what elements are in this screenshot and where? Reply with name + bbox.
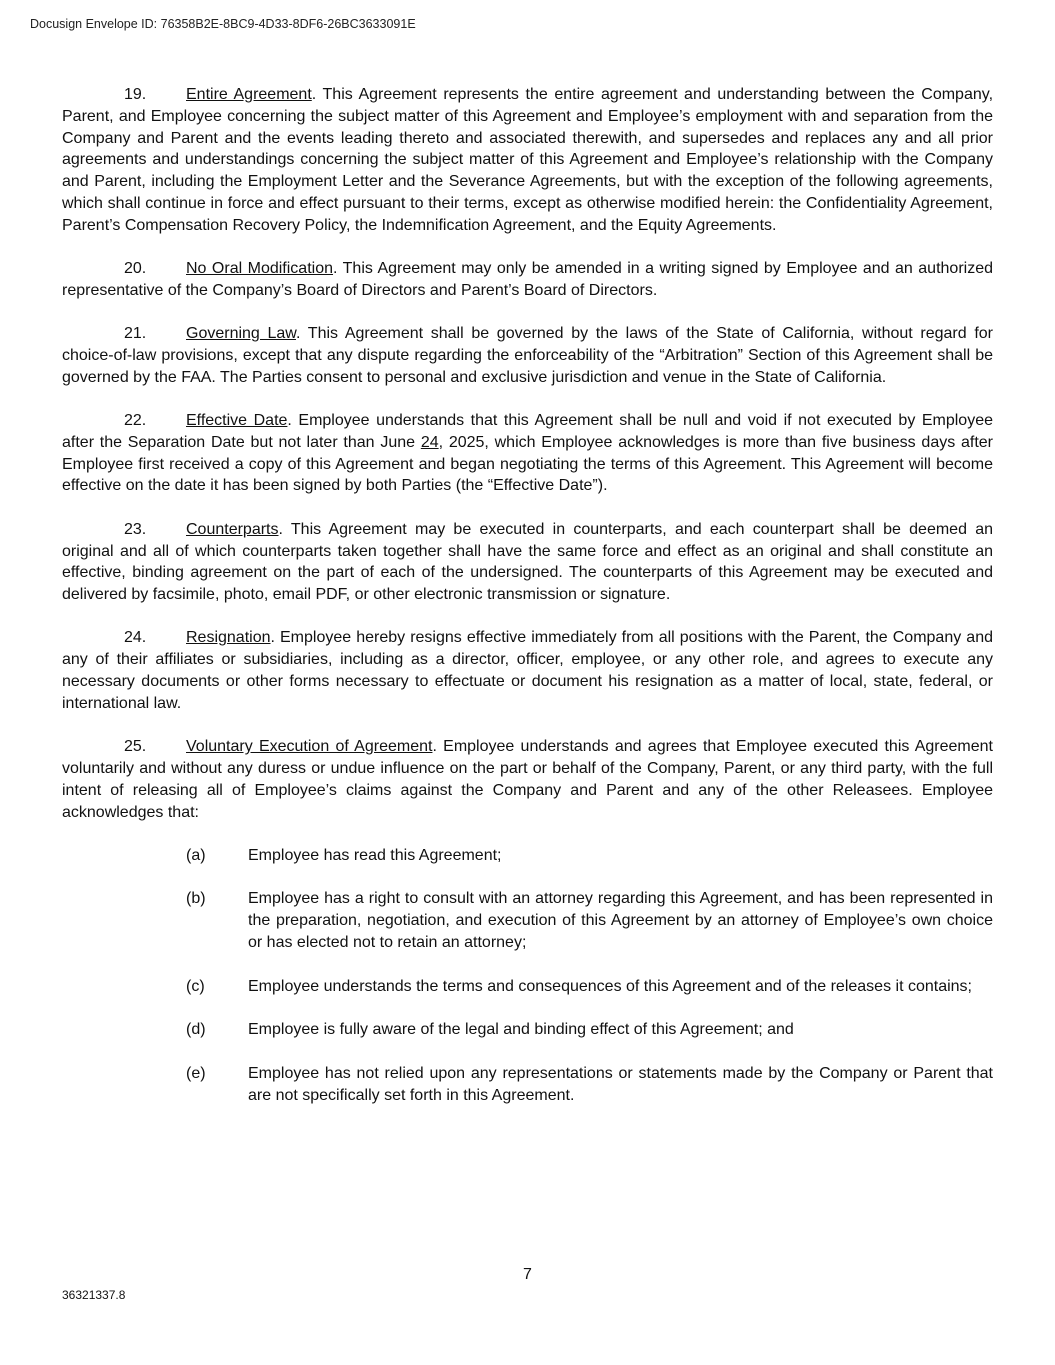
item-label: (e) <box>186 1064 206 1082</box>
document-body <box>62 84 993 1128</box>
envelope-id-header: Docusign Envelope ID: 76358B2E-8BC9-4D33-8DF6-26BC3633091E <box>30 17 416 31</box>
page-number: 7 <box>523 1266 532 1283</box>
list-item <box>62 1063 993 1107</box>
section-number: 25. <box>124 738 147 756</box>
section-text: . Employee hereby resigns effective immediately from all positions with the Parent, the Company and any of their affiliates or subsidiaries, including as a director, officer, employee, or any other role, and agrees to execute any necessary documents or other forms necessary to effectuate or document his resignation as a matter of local, state, federal, or international law. <box>62 629 993 712</box>
item-label: (a) <box>186 846 206 864</box>
item-text: Employee has not relied upon any representations or statements made by the Company or Parent that are not specifically set forth in this Agreement. <box>248 1064 993 1104</box>
item-label: (b) <box>186 890 206 908</box>
item-text: Employee is fully aware of the legal and binding effect of this Agreement; and <box>248 1021 794 1039</box>
section-title: Effective Date <box>186 412 288 430</box>
section-19 <box>62 84 993 237</box>
section-text: . This Agreement may be executed in counterparts, and each counterpart shall be deemed an original and all of which counterparts taken together shall have the same force and effect as an original and shall constitute an effective, binding agreement on the part of each of the undersigned. The counterparts of this Agreement may be executed and delivered by facsimile, photo, email PDF, or other electronic transmission or signature. <box>62 520 993 604</box>
section-text: . This Agreement may only be amended in a writing signed by Employee and an authorized representative of the Company’s Board of Directors and Parent’s Board of Directors. <box>62 260 994 299</box>
section-text: . This Agreement represents the entire agreement and understanding between the Company, Parent, and Employee concerning the subject matter of this Agreement and Employee’s employment with and separation from the Company and Parent and the events leading thereto and associated therewith, and supersedes and replaces any and all prior agreements and understandings concerning the subject matter of this Agreement and Employee’s relationship with the Company and Parent, including the Employment Letter and the Severance Agreements, but with the exception of the following agreements, which shall continue in force and effect pursuant to their terms, except as otherwise modified herein: the Confidentiality Agreement, Parent’s Compensation Recovery Policy, the Indemnification Agreement, and the Equity Agreements. <box>62 86 994 234</box>
section-title: No Oral Modification <box>186 260 334 278</box>
section-text: . Employee understands and agrees that Employee executed this Agreement voluntarily and without any duress or undue influence on the part or behalf of the Company, Parent, or any third party, with the full intent of releasing all of Employee’s claims against the Company and Parent and any of the other Releasees. Employee acknowledges that: <box>62 738 993 821</box>
section-number: 21. <box>124 325 147 343</box>
section-number: 23. <box>124 520 147 538</box>
section-title: Governing Law <box>186 325 296 343</box>
section-title: Counterparts <box>186 520 279 538</box>
section-25 <box>62 736 993 823</box>
item-label: (c) <box>186 977 205 995</box>
acknowledgment-list <box>62 845 993 1107</box>
section-text-before: . Employee understands that this Agreement shall be null and void if not executed by Employee after the Separation Date but not later than June <box>62 412 993 451</box>
section-text: . This Agreement shall be governed by the laws of the State of California, without regard for choice-of-law provisions, except that any dispute regarding the enforceability of the “Arbitration” Section of this Agreement shall be governed by the FAA. The Parties consent to personal and exclusive jurisdiction and venue in the State of California. <box>62 325 993 386</box>
list-item <box>62 976 993 998</box>
item-text: Employee understands the terms and consequences of this Agreement and of the releases it contains; <box>248 977 972 995</box>
list-item <box>62 1019 993 1041</box>
section-number: 24. <box>124 629 147 647</box>
section-22 <box>62 410 993 497</box>
section-21 <box>62 323 993 388</box>
section-title: Voluntary Execution of Agreement <box>186 738 433 756</box>
section-24 <box>62 627 993 714</box>
section-number: 22. <box>124 412 147 430</box>
item-label: (d) <box>186 1021 206 1039</box>
deadline-day: 24 <box>420 433 439 451</box>
list-item <box>62 845 993 867</box>
section-text-after: , 2025, which Employee acknowledges is more than five business days after Employee first received a copy of this Agreement and began negotiating the terms of this Agreement. This Agreement will become effective on the date it has been signed by both Parties (the “Effective Date”). <box>62 433 994 495</box>
section-title: Resignation <box>186 629 271 647</box>
section-20 <box>62 258 993 302</box>
document-id: 36321337.8 <box>62 1288 126 1302</box>
section-number: 20. <box>124 260 147 278</box>
item-text: Employee has a right to consult with an attorney regarding this Agreement, and has been represented in the preparation, negotiation, and execution of this Agreement by an attorney of Employee’s own choice or has elected not to retain an attorney; <box>248 890 993 951</box>
section-number: 19. <box>124 86 147 103</box>
list-item <box>62 888 993 953</box>
item-text: Employee has read this Agreement; <box>248 846 502 864</box>
section-title: Entire Agreement <box>186 86 312 103</box>
section-23 <box>62 519 993 606</box>
